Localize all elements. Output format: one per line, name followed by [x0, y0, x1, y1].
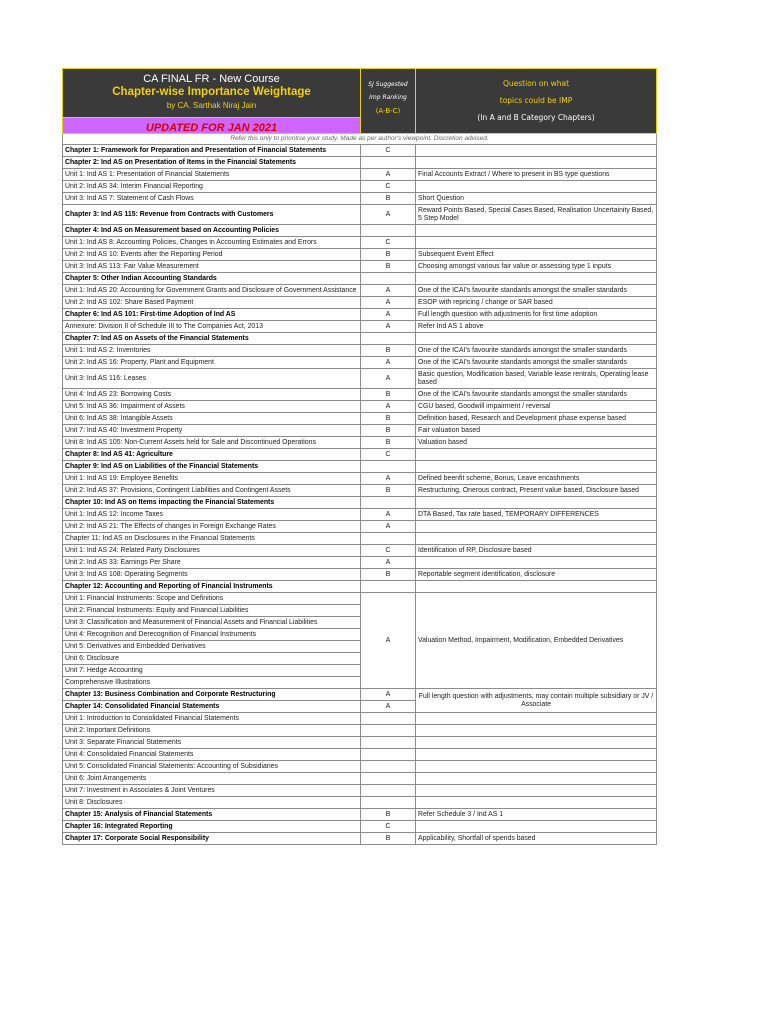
- rank-cell: A: [361, 521, 416, 533]
- importance-sheet: [62, 68, 657, 845]
- rank-cell: A: [361, 169, 416, 181]
- topic-cell: Unit 5: Ind AS 36: Impairment of Assets: [63, 401, 361, 413]
- rank-cell: [361, 581, 416, 593]
- remark-cell: [416, 145, 657, 157]
- remark-cell: [416, 461, 657, 473]
- topic-cell: Unit 2: Ind AS 21: The Effects of changes in Foreign Exchange Rates: [63, 521, 361, 533]
- rank-cell: [361, 761, 416, 773]
- topic-cell: Unit 1: Introduction to Consolidated Financial Statements: [63, 713, 361, 725]
- unit-row: [63, 401, 657, 413]
- rank-cell: A: [361, 689, 416, 701]
- topic-cell: Chapter 17: Corporate Social Responsibility: [63, 833, 361, 845]
- topic-cell: Chapter 14: Consolidated Financial Statements: [63, 701, 361, 713]
- unit-row: [63, 545, 657, 557]
- topic-cell: Unit 4: Ind AS 23: Borrowing Costs: [63, 389, 361, 401]
- remark-cell: [416, 749, 657, 761]
- rank-cell: C: [361, 821, 416, 833]
- rank-cell: B: [361, 437, 416, 449]
- remark-cell: [416, 797, 657, 809]
- unit-row: [63, 569, 657, 581]
- topic-cell: Unit 2: Ind AS 16: Property, Plant and Equipment: [63, 357, 361, 369]
- topic-cell: Unit 6: Ind AS 38: Intangible Assets: [63, 413, 361, 425]
- chapter-table: [62, 144, 657, 845]
- rank-cell: [361, 333, 416, 345]
- remark-cell: [416, 713, 657, 725]
- unit-row: [63, 261, 657, 273]
- remark-cell: Final Accounts Extract / Where to present in BS type questions: [416, 169, 657, 181]
- unit-row: [63, 345, 657, 357]
- remark-cell: [416, 737, 657, 749]
- remark-cell: [416, 521, 657, 533]
- remark-cell: [416, 821, 657, 833]
- rank-cell: [361, 797, 416, 809]
- remark-cell: [416, 761, 657, 773]
- rank-cell: [361, 461, 416, 473]
- remark-cell: [416, 333, 657, 345]
- topic-cell: Unit 7: Ind AS 40: Investment Property: [63, 425, 361, 437]
- topic-cell: Unit 1: Ind AS 24: Related Party Disclosures: [63, 545, 361, 557]
- chapter-row: [63, 461, 657, 473]
- unit-row: [63, 473, 657, 485]
- unit-row: [63, 737, 657, 749]
- topic-cell: Annexure: Division II of Schedule III to The Companies Act, 2013: [63, 321, 361, 333]
- topic-cell: Chapter 11: Ind AS on Disclosures in the Financial Statements: [63, 533, 361, 545]
- topic-cell: Unit 6: Joint Arrangements: [63, 773, 361, 785]
- remark-cell: Refer Ind AS 1 above: [416, 321, 657, 333]
- remark-cell: Valuation based: [416, 437, 657, 449]
- topic-cell: Unit 1: Ind AS 20: Accounting for Government Grants and Disclosure of Government Assistance: [63, 285, 361, 297]
- topic-cell: Unit 2: Ind AS 10: Events after the Reporting Period: [63, 249, 361, 261]
- rank-cell: C: [361, 449, 416, 461]
- rank-cell: B: [361, 345, 416, 357]
- rank-cell: [361, 737, 416, 749]
- disclaimer-note: Refer this only to prioritise your study. Made as per author's viewpoint. Discretion advised.: [62, 134, 657, 144]
- topic-cell: Unit 2: Financial Instruments: Equity and Financial Liabilities: [63, 605, 361, 617]
- rank-cell: C: [361, 145, 416, 157]
- unit-row: [63, 749, 657, 761]
- chapter-row: [63, 497, 657, 509]
- rank-cell: A: [361, 701, 416, 713]
- rank-cell: [361, 225, 416, 237]
- topic-cell: Unit 1: Ind AS 8: Accounting Policies, Changes in Accounting Estimates and Errors: [63, 237, 361, 249]
- topic-cell: Unit 4: Consolidated Financial Statements: [63, 749, 361, 761]
- remark-cell: Defined beenfit scheme, Bonus, Leave encashments: [416, 473, 657, 485]
- topic-cell: Unit 1: Ind AS 19: Employee Benefits: [63, 473, 361, 485]
- unit-row: [63, 725, 657, 737]
- rank-cell: A: [361, 321, 416, 333]
- unit-row: [63, 413, 657, 425]
- chapter-row: [63, 145, 657, 157]
- chapter-row: [63, 809, 657, 821]
- rank-cell: A: [361, 473, 416, 485]
- topic-cell: Unit 1: Financial Instruments: Scope and Definitions: [63, 593, 361, 605]
- unit-row: [63, 169, 657, 181]
- topic-cell: Unit 1: Ind AS 1: Presentation of Financial Statements: [63, 169, 361, 181]
- topic-cell: Unit 2: Ind AS 37: Provisions, Contingent Liabilities and Contingent Assets: [63, 485, 361, 497]
- topic-cell: Unit 5: Consolidated Financial Statements: Accounting of Subsidiaries: [63, 761, 361, 773]
- remark-cell: One of the ICAI's favourite standards amongst the smaller standards: [416, 285, 657, 297]
- unit-row: [63, 437, 657, 449]
- unit-row: [63, 785, 657, 797]
- topic-cell: Chapter 13: Business Combination and Corporate Restructuring: [63, 689, 361, 701]
- remark-cell: [416, 157, 657, 169]
- remark-cell: ESOP with repricing / change or SAR based: [416, 297, 657, 309]
- topic-cell: Unit 2: Ind AS 34: Interim Financial Reporting: [63, 181, 361, 193]
- rank-cell: B: [361, 249, 416, 261]
- chapter-row: [63, 449, 657, 461]
- chapter-row: [63, 273, 657, 285]
- unit-row: [63, 485, 657, 497]
- topic-cell: Chapter 5: Other Indian Accounting Standards: [63, 273, 361, 285]
- remark-cell: Fair valuation based: [416, 425, 657, 437]
- remark-cell: [416, 497, 657, 509]
- rank-cell: [361, 713, 416, 725]
- unit-row: [63, 237, 657, 249]
- rank-cell: C: [361, 545, 416, 557]
- topic-cell: Unit 5: Derivatives and Embedded Derivatives: [63, 641, 361, 653]
- rank-cell: [361, 773, 416, 785]
- unit-row: [63, 321, 657, 333]
- topic-cell: Unit 3: Ind AS 113: Fair Value Measurement: [63, 261, 361, 273]
- remark-cell: [416, 181, 657, 193]
- rank-cell: A: [361, 593, 416, 689]
- ranking-header-line2: Imp Ranking: [369, 94, 407, 101]
- sheet-subtitle: Chapter-wise Importance Weightage: [112, 86, 311, 98]
- rank-cell: B: [361, 413, 416, 425]
- rank-cell: B: [361, 485, 416, 497]
- remark-cell: [416, 225, 657, 237]
- topic-cell: Chapter 10: Ind AS on Items impacting the Financial Statements: [63, 497, 361, 509]
- unit-row: [63, 297, 657, 309]
- topic-cell: Unit 6: Disclosure: [63, 653, 361, 665]
- topic-cell: Unit 4: Recognition and Derecognition of Financial Instruments: [63, 629, 361, 641]
- remark-cell: Reward Points Based, Special Cases Based, Realisation Uncertainity Based, 5 Step Model: [416, 205, 657, 225]
- topic-cell: Unit 3: Separate Financial Statements: [63, 737, 361, 749]
- remark-cell: Choosing amongst various fair value or assessing type 1 inputs: [416, 261, 657, 273]
- question-header-line3: (In A and B Category Chapters): [477, 113, 595, 122]
- header-title-cell: [63, 69, 361, 117]
- remark-cell: One of the ICAI's favourite standards amongst the smaller standards: [416, 357, 657, 369]
- unit-row: [63, 533, 657, 545]
- topic-cell: Unit 2: Ind AS 33: Earnings Per Share: [63, 557, 361, 569]
- unit-row: [63, 797, 657, 809]
- rank-cell: A: [361, 205, 416, 225]
- rank-cell: [361, 725, 416, 737]
- unit-row: [63, 713, 657, 725]
- topic-cell: Chapter 3: Ind AS 115: Revenue from Contracts with Customers: [63, 205, 361, 225]
- remark-cell: Subsequent Event Effect: [416, 249, 657, 261]
- topic-cell: Chapter 7: Ind AS on Assets of the Financial Statements: [63, 333, 361, 345]
- updated-banner: [63, 117, 361, 133]
- topic-cell: Unit 1: Ind AS 12: Income Taxes: [63, 509, 361, 521]
- topic-cell: Chapter 4: Ind AS on Measurement based on Accounting Policies: [63, 225, 361, 237]
- topic-cell: Comprehensive Illustrations: [63, 677, 361, 689]
- unit-row: [63, 509, 657, 521]
- rank-cell: [361, 157, 416, 169]
- chapter-row: [63, 689, 657, 701]
- remark-cell: [416, 581, 657, 593]
- rank-cell: A: [361, 401, 416, 413]
- unit-row: [63, 425, 657, 437]
- question-header-line1: Question on what: [502, 79, 570, 88]
- chapter-row: [63, 309, 657, 321]
- chapter-row: [63, 581, 657, 593]
- rank-cell: B: [361, 389, 416, 401]
- remark-cell: Valuation Method, Impairment, Modification, Embedded Derivatives: [416, 593, 657, 689]
- rank-cell: A: [361, 297, 416, 309]
- rank-cell: [361, 497, 416, 509]
- remark-cell: Short Question: [416, 193, 657, 205]
- topic-cell: Unit 3: Ind AS 7: Statement of Cash Flows: [63, 193, 361, 205]
- topic-cell: Chapter 2: Ind AS on Presentation of Items in the Financial Statements: [63, 157, 361, 169]
- remark-cell: Full length question with adjustments for first time adoption: [416, 309, 657, 321]
- unit-row: [63, 593, 657, 605]
- topic-cell: Unit 2: Important Definitions: [63, 725, 361, 737]
- unit-row: [63, 357, 657, 369]
- topic-cell: Chapter 15: Analysis of Financial Statements: [63, 809, 361, 821]
- rank-cell: A: [361, 357, 416, 369]
- remark-cell: DTA Based, Tax rate based, TEMPORARY DIFFERENCES: [416, 509, 657, 521]
- remark-cell: CGU based, Goodwill impairment / reversal: [416, 401, 657, 413]
- unit-row: [63, 557, 657, 569]
- unit-row: [63, 389, 657, 401]
- rank-cell: B: [361, 425, 416, 437]
- ranking-header-cell: [361, 69, 416, 133]
- topic-cell: Chapter 16: Integrated Reporting: [63, 821, 361, 833]
- chapter-row: [63, 225, 657, 237]
- remark-cell: Definition based, Research and Development phase expense based: [416, 413, 657, 425]
- rank-cell: C: [361, 237, 416, 249]
- unit-row: [63, 761, 657, 773]
- topic-cell: Chapter 1: Framework for Preparation and Presentation of Financial Statements: [63, 145, 361, 157]
- topic-cell: Unit 7: Hedge Accounting: [63, 665, 361, 677]
- chapter-row: [63, 205, 657, 225]
- topic-cell: Unit 3: Ind AS 108: Operating Segments: [63, 569, 361, 581]
- topic-cell: Unit 8: Ind AS 105: Non-Current Assets held for Sale and Discontinued Operations: [63, 437, 361, 449]
- rank-cell: B: [361, 261, 416, 273]
- topic-cell: Unit 7: Investment in Associates & Joint Ventures: [63, 785, 361, 797]
- sheet-author: by CA. Sarthak Niraj Jain: [166, 101, 257, 110]
- topic-cell: Chapter 9: Ind AS on Liabilities of the Financial Statements: [63, 461, 361, 473]
- remark-cell: [416, 785, 657, 797]
- remark-cell: [416, 725, 657, 737]
- remark-cell: Reportable segment identification, disclosure: [416, 569, 657, 581]
- remark-cell: Restructuring, Onerous contract, Present value based, Disclosure based: [416, 485, 657, 497]
- chapter-row: [63, 833, 657, 845]
- rank-cell: A: [361, 309, 416, 321]
- rank-cell: B: [361, 193, 416, 205]
- remark-cell: Identification of RP, Disclosure based: [416, 545, 657, 557]
- remark-cell: [416, 533, 657, 545]
- topic-cell: Chapter 12: Accounting and Reporting of Financial Instruments: [63, 581, 361, 593]
- rank-cell: A: [361, 509, 416, 521]
- unit-row: [63, 181, 657, 193]
- topic-cell: Chapter 8: Ind AS 41: Agriculture: [63, 449, 361, 461]
- remark-cell: [416, 273, 657, 285]
- topic-cell: Unit 2: Ind AS 102: Share Based Payment: [63, 297, 361, 309]
- rank-cell: [361, 533, 416, 545]
- ranking-header-line1: SJ Suggested: [368, 81, 408, 88]
- rank-cell: A: [361, 285, 416, 297]
- chapter-row: [63, 821, 657, 833]
- remark-cell: Basic question, Modification based, Variable lease rentrals, Operating lease based: [416, 369, 657, 389]
- remark-cell: One of the ICAI's favourite standards amongst the smaller standards: [416, 345, 657, 357]
- ranking-header-line3: (A-B-C): [375, 107, 401, 115]
- remark-cell: [416, 449, 657, 461]
- sheet-title: CA FINAL FR - New Course: [143, 73, 280, 85]
- remark-cell: Full length question with adjustments, may contain multiple subsidiary or JV / Associate: [416, 689, 657, 713]
- unit-row: [63, 773, 657, 785]
- rank-cell: B: [361, 569, 416, 581]
- remark-cell: Applicability, Shortfall of spends based: [416, 833, 657, 845]
- rank-cell: B: [361, 809, 416, 821]
- topic-cell: Unit 3: Classification and Measurement of Financial Assets and Financial Liabilities: [63, 617, 361, 629]
- question-header-line2: topics could be IMP: [499, 96, 573, 105]
- unit-row: [63, 193, 657, 205]
- unit-row: [63, 285, 657, 297]
- rank-cell: [361, 785, 416, 797]
- rank-cell: C: [361, 181, 416, 193]
- topic-cell: Unit 3: Ind AS 116: Leases: [63, 369, 361, 389]
- updated-text: UPDATED FOR JAN 2021: [145, 122, 278, 134]
- unit-row: [63, 369, 657, 389]
- topic-cell: Unit 8: Disclosures: [63, 797, 361, 809]
- question-header-cell: [416, 69, 656, 133]
- topic-cell: Chapter 6: Ind AS 101: First-time Adoption of Ind AS: [63, 309, 361, 321]
- remark-cell: One of the ICAI's favourite standards amongst the smaller standards: [416, 389, 657, 401]
- topic-cell: Unit 1: Ind AS 2: Inventories: [63, 345, 361, 357]
- chapter-row: [63, 333, 657, 345]
- remark-cell: [416, 773, 657, 785]
- header-block: [62, 68, 657, 134]
- remark-cell: Refer Schedule 3 / Ind AS 1: [416, 809, 657, 821]
- unit-row: [63, 521, 657, 533]
- rank-cell: [361, 749, 416, 761]
- rank-cell: A: [361, 557, 416, 569]
- remark-cell: [416, 557, 657, 569]
- chapter-row: [63, 157, 657, 169]
- unit-row: [63, 249, 657, 261]
- rank-cell: A: [361, 369, 416, 389]
- rank-cell: [361, 273, 416, 285]
- rank-cell: B: [361, 833, 416, 845]
- remark-cell: [416, 237, 657, 249]
